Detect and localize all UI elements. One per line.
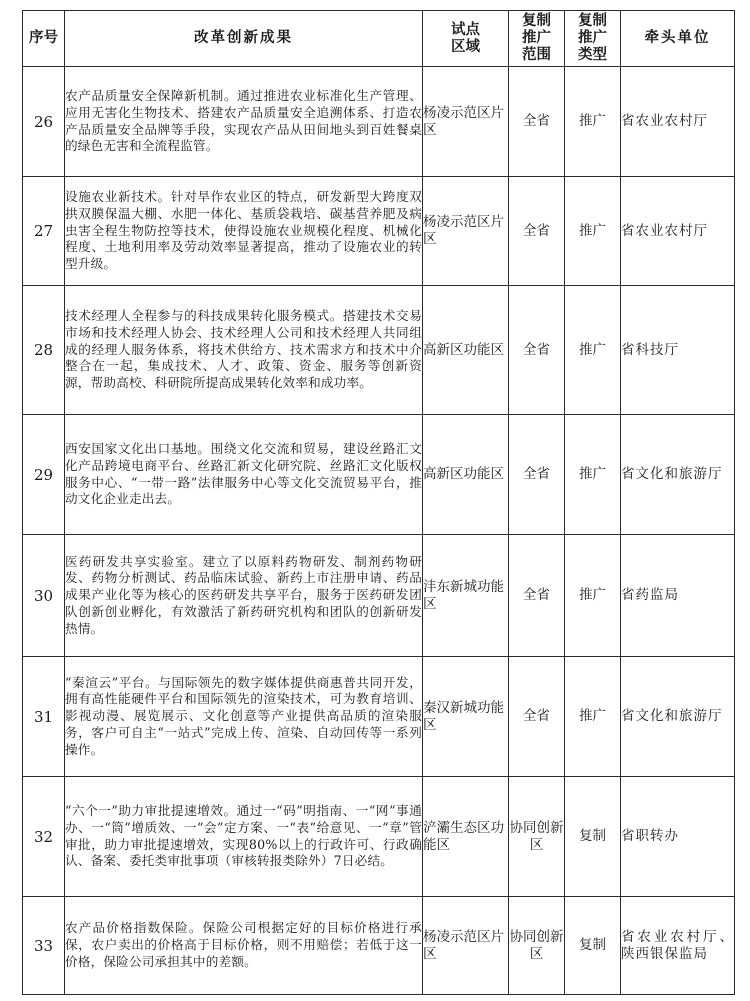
lead-unit: 省农业农村厅 xyxy=(621,67,735,177)
outcome-description: “秦渲云”平台。与国际领先的数字媒体提供商惠普共同开发，拥有高性能硬件平台和国际领先的渲染技术，可为教育培训、影视动漫、展览展示、文化创意等产业提供高品质的渲染服务，客户可自主“一站式”完成上传、渲染、自动回传等一系列操作。 xyxy=(65,657,423,777)
table-row xyxy=(23,657,735,777)
row-number: 33 xyxy=(23,897,65,995)
header-replication-type: 复制 推广 类型 xyxy=(565,11,621,67)
replication-scope: 全省 xyxy=(509,177,565,286)
header-lead-unit: 牵头单位 xyxy=(621,11,735,67)
pilot-area: 杨凌示范区片区 xyxy=(423,177,509,286)
outcome-description: 农产品价格指数保险。保险公司根据定好的目标价格进行承保，农户卖出的价格高于目标价格，则不用赔偿；若低于这一价格，保险公司承担其中的差额。 xyxy=(65,897,423,995)
lead-unit: 省文化和旅游厅 xyxy=(621,415,735,535)
table-row xyxy=(23,897,735,995)
reform-outcomes-table xyxy=(22,10,735,995)
pilot-area: 杨凌示范区片区 xyxy=(423,897,509,995)
outcome-description: 西安国家文化出口基地。围绕文化交流和贸易，建设丝路汇文化产品跨境电商平台、丝路汇新文化研究院、丝路汇文化版权服务中心、“一带一路”法律服务中心等文化交流贸易平台，推动文化企业走出去。 xyxy=(65,415,423,535)
row-number: 32 xyxy=(23,777,65,897)
table-row xyxy=(23,777,735,897)
replication-type: 推广 xyxy=(565,657,621,777)
table-row xyxy=(23,415,735,535)
replication-scope: 全省 xyxy=(509,657,565,777)
lead-unit: 省农业农村厅 xyxy=(621,177,735,286)
replication-scope: 协同创新区 xyxy=(509,897,565,995)
outcome-description: 医药研发共享实验室。建立了以原料药物研发、制剂药物研发、药物分析测试、药品临床试验、新药上市注册申请、药品成果产业化等为核心的医药研发共享平台，服务于医药研发团队创新创业孵化，有效激活了新药研究机构和团队的创新研发热情。 xyxy=(65,535,423,657)
replication-scope: 协同创新区 xyxy=(509,777,565,897)
table-row xyxy=(23,286,735,415)
pilot-area: 浐灞生态区功能区 xyxy=(423,777,509,897)
header-pilot-area: 试点 区域 xyxy=(423,11,509,67)
replication-type: 复制 xyxy=(565,777,621,897)
table-row xyxy=(23,177,735,286)
replication-scope: 全省 xyxy=(509,286,565,415)
replication-type: 推广 xyxy=(565,286,621,415)
outcome-description: 技术经理人全程参与的科技成果转化服务模式。搭建技术交易市场和技术经理人协会、技术经理人公司和技术经理人共同组成的经理人服务体系，将技术供给方、技术需求方和技术中介整合在一起，集成技术、人才、政策、资金、服务等创新资源，帮助高校、科研院所提高成果转化效率和成功率。 xyxy=(65,286,423,415)
lead-unit: 省科技厅 xyxy=(621,286,735,415)
header-serial-number: 序号 xyxy=(23,11,65,67)
replication-scope: 全省 xyxy=(509,67,565,177)
row-number: 30 xyxy=(23,535,65,657)
replication-scope: 全省 xyxy=(509,415,565,535)
table-row xyxy=(23,535,735,657)
table-row xyxy=(23,67,735,177)
replication-type: 推广 xyxy=(565,177,621,286)
header-replication-scope: 复制 推广 范围 xyxy=(509,11,565,67)
row-number: 26 xyxy=(23,67,65,177)
outcome-description: 设施农业新技术。针对旱作农业区的特点，研发新型大跨度双拱双膜保温大棚、水肥一体化、基质袋栽培、碳基营养肥及病虫害全程生物防控等技术，使得设施农业规模化程度、机械化程度、土地利用率及劳动效率显著提高，推动了设施农业的转型升级。 xyxy=(65,177,423,286)
replication-type: 推广 xyxy=(565,415,621,535)
lead-unit: 省药监局 xyxy=(621,535,735,657)
lead-unit: 省文化和旅游厅 xyxy=(621,657,735,777)
replication-type: 复制 xyxy=(565,897,621,995)
pilot-area: 沣东新城功能区 xyxy=(423,535,509,657)
outcome-description: “六个一”助力审批提速增效。通过一“码”明指南、一“网”事通办、一“筒”增质效、一“会”定方案、一“表”给意见、一“章”管审批，助力审批提速增效，实现80%以上的行政许可、行政确认、备案、委托类审批事项（审核转报类除外）7日必结。 xyxy=(65,777,423,897)
replication-scope: 全省 xyxy=(509,535,565,657)
replication-type: 推广 xyxy=(565,67,621,177)
pilot-area: 杨凌示范区片区 xyxy=(423,67,509,177)
outcome-description: 农产品质量安全保障新机制。通过推进农业标准化生产管理、应用无害化生物技术、搭建农产品质量安全追溯体系、打造农产品质量安全品牌等手段，实现农产品从田间地头到百姓餐桌的绿色无害和全流程监管。 xyxy=(65,67,423,177)
lead-unit: 省职转办 xyxy=(621,777,735,897)
row-number: 28 xyxy=(23,286,65,415)
pilot-area: 秦汉新城功能区 xyxy=(423,657,509,777)
pilot-area: 高新区功能区 xyxy=(423,286,509,415)
pilot-area: 高新区功能区 xyxy=(423,415,509,535)
row-number: 31 xyxy=(23,657,65,777)
header-reform-outcome: 改革创新成果 xyxy=(65,11,423,67)
row-number: 29 xyxy=(23,415,65,535)
row-number: 27 xyxy=(23,177,65,286)
table-header-row xyxy=(23,11,735,67)
replication-type: 推广 xyxy=(565,535,621,657)
lead-unit: 省农业农村厅、陕西银保监局 xyxy=(621,897,735,995)
